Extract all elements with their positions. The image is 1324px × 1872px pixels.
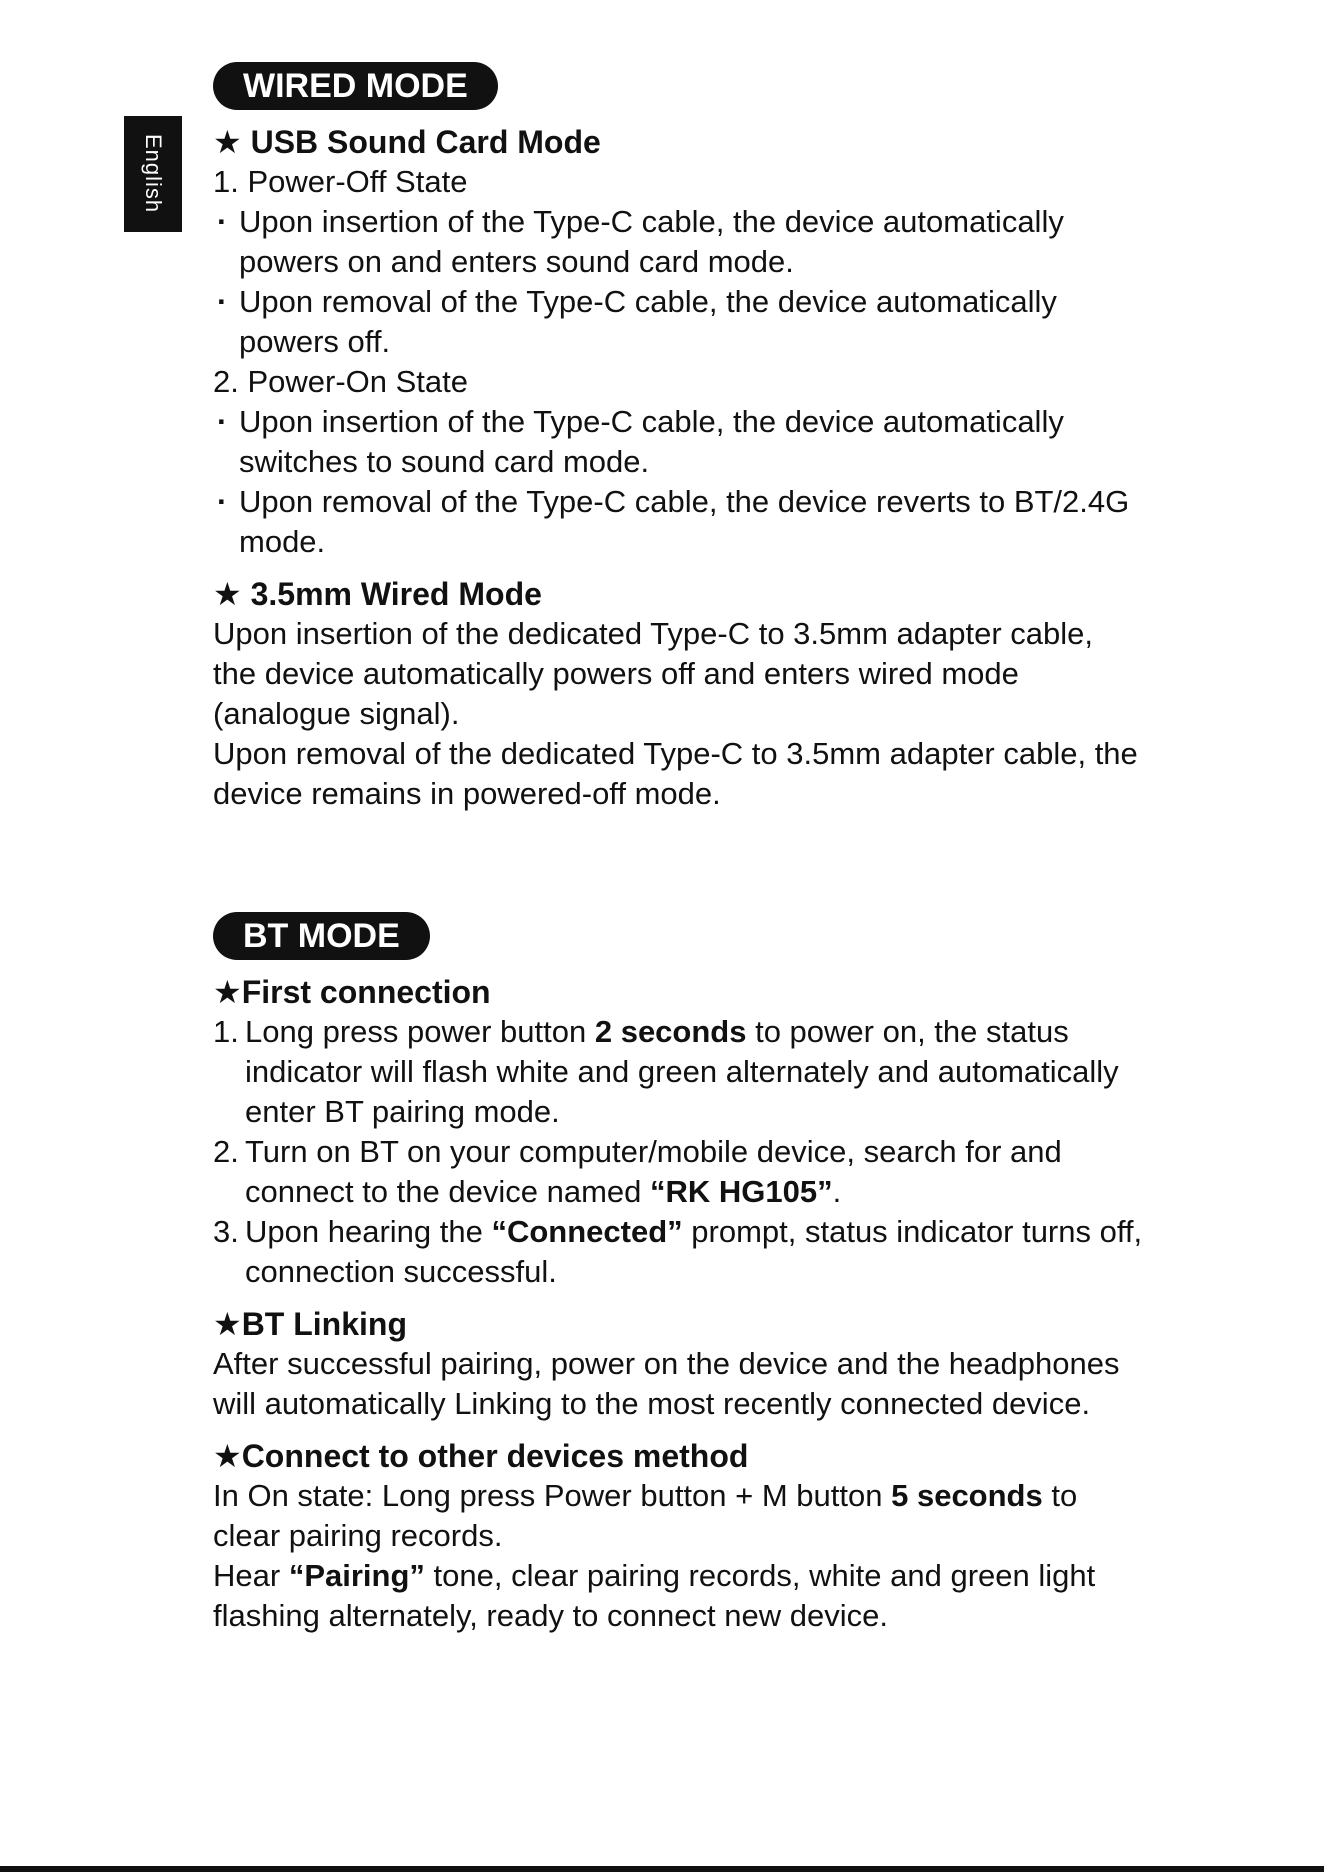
usb-sound-card-heading: ★ USB Sound Card Mode (213, 124, 601, 160)
list-item-text: Turn on BT on your computer/mobile device, search for and connect to the device named “RK HG105”. (245, 1134, 1062, 1209)
pairing-tone-text: Hear “Pairing” tone, clear pairing records, white and green light flashing alternately, ready to connect new device. (213, 1558, 1096, 1633)
usb-sound-card-section (213, 122, 1143, 562)
manual-content (213, 62, 1143, 1636)
list-item-number: 2. (213, 1134, 239, 1169)
connect-other-devices-section (213, 1436, 1143, 1636)
bt-linking-heading: ★BT Linking (213, 1306, 407, 1342)
device-name: “RK HG105” (649, 1174, 833, 1209)
wired-3-5mm-insertion-text: Upon insertion of the dedicated Type-C to 3.5mm adapter cable, the device automatically powers off and enters wired mode (analogue signal). (213, 616, 1094, 731)
list-item-number: 3. (213, 1214, 239, 1249)
bottom-rule (0, 1866, 1324, 1872)
first-connection-section (213, 972, 1143, 1292)
language-tab-label: English (141, 134, 166, 214)
wired-mode-title: WIRED MODE (213, 62, 498, 110)
connect-other-devices-heading: ★Connect to other devices method (213, 1438, 749, 1474)
list-item (213, 1012, 1143, 1132)
bt-mode-title: BT MODE (213, 912, 430, 960)
power-off-state-label: 1. Power-Off State (213, 164, 468, 199)
emphasis-text: 5 seconds (891, 1478, 1043, 1513)
power-on-removal-bullet: · Upon removal of the Type-C cable, the device reverts to BT/2.4G mode. (213, 482, 1143, 562)
emphasis-text: 2 seconds (594, 1014, 747, 1049)
power-off-removal-bullet: · Upon removal of the Type-C cable, the device automatically powers off. (213, 282, 1143, 362)
bt-linking-section (213, 1304, 1143, 1424)
power-on-state-label: 2. Power-On State (213, 364, 469, 399)
power-on-insertion-bullet: · Upon insertion of the Type-C cable, the device automatically switches to sound card mode. (213, 402, 1143, 482)
wired-3-5mm-section (213, 574, 1143, 814)
power-off-insertion-bullet: · Upon insertion of the Type-C cable, the device automatically powers on and enters sound card mode. (213, 202, 1143, 282)
wired-3-5mm-heading: ★ 3.5mm Wired Mode (213, 576, 542, 612)
emphasis-text: “Pairing” (288, 1558, 425, 1593)
first-connection-heading: ★First connection (213, 974, 491, 1010)
list-item (213, 1132, 1143, 1212)
bt-mode-header (213, 912, 1143, 960)
list-item-number: 1. (213, 1014, 239, 1049)
list-item (213, 1212, 1143, 1292)
bt-linking-text: After successful pairing, power on the device and the headphones will automatically Linking to the most recently connected device. (213, 1346, 1120, 1421)
list-item-text: Long press power button 2 seconds to power on, the status indicator will flash white and green alternately and automatically enter BT pairing mode. (245, 1014, 1119, 1129)
language-tab (124, 116, 182, 232)
wired-mode-header (213, 62, 1143, 110)
wired-3-5mm-removal-text: Upon removal of the dedicated Type-C to 3.5mm adapter cable, the device remains in powered-off mode. (213, 736, 1138, 811)
list-item-text: Upon hearing the “Connected” prompt, status indicator turns off, connection successful. (245, 1214, 1143, 1289)
clear-pairing-text: In On state: Long press Power button + M button 5 seconds to clear pairing records. (213, 1478, 1078, 1553)
emphasis-text: “Connected” (491, 1214, 683, 1249)
